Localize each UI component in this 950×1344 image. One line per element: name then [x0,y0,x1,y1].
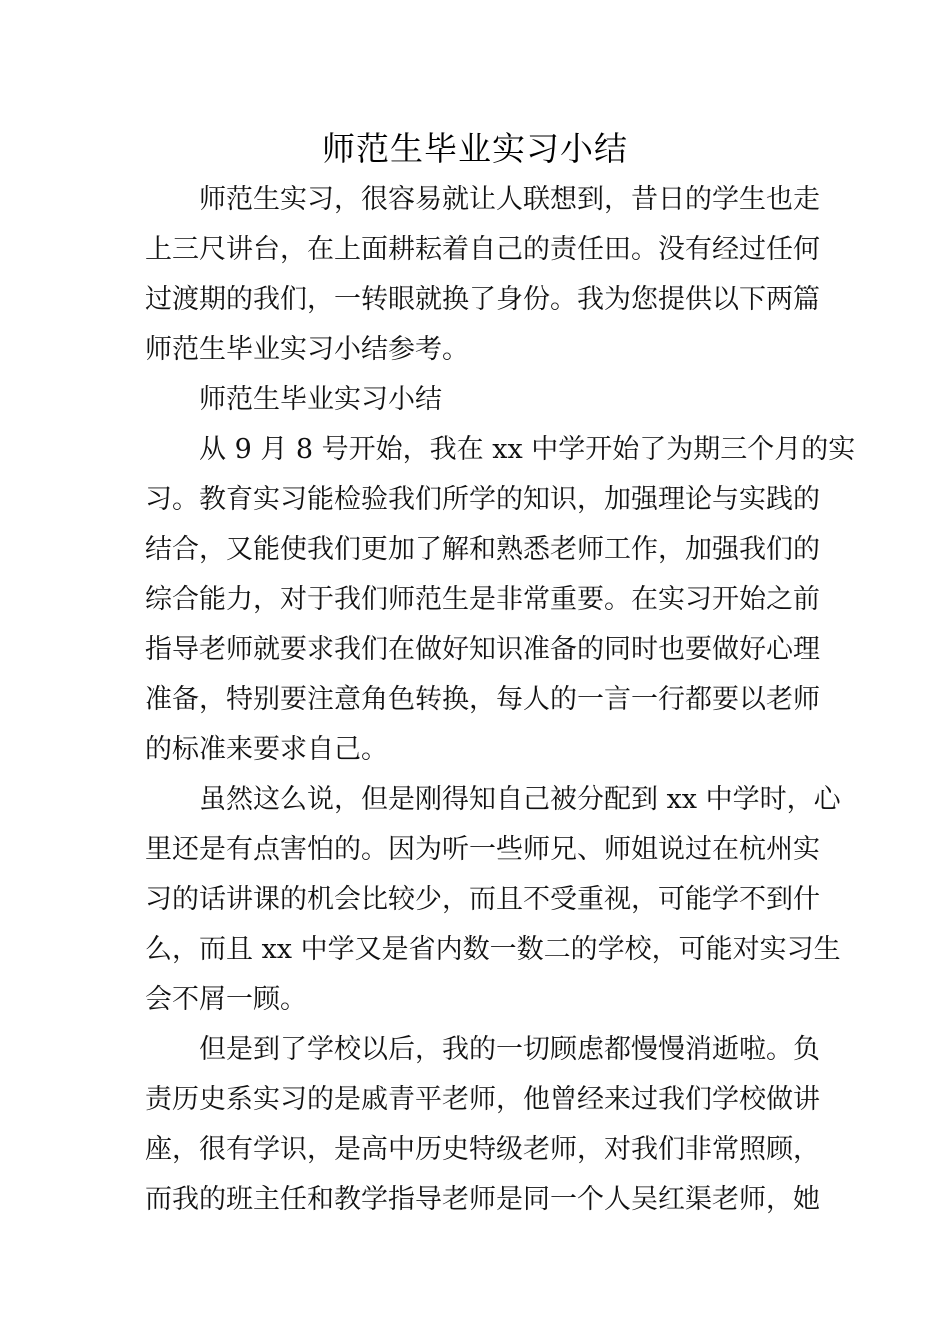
paragraph-4-line-4: 而我的班主任和教学指导老师是同一个人吴红渠老师，她 [145,1184,820,1215]
paragraph-4-line-1: 但是到了学校以后，我的一切顾虑都慢慢消逝啦。负 [199,1034,820,1065]
paragraph-2-line-1: 从 9 月 8 号开始，我在 xx 中学开始了为期三个月的实 [199,434,856,465]
paragraph-2-line-3: 结合，又能使我们更加了解和熟悉老师工作，加强我们的 [145,534,820,565]
paragraph-1-line-2: 上三尺讲台，在上面耕耘着自己的责任田。没有经过任何 [145,234,820,265]
paragraph-4-line-3: 座，很有学识，是高中历史特级老师，对我们非常照顾， [145,1134,820,1165]
document-body [145,175,856,1225]
paragraph-4-line-2: 责历史系实习的是戚青平老师，他曾经来过我们学校做讲 [145,1084,820,1115]
paragraph-2-line-7: 的标准来要求自己。 [145,734,388,765]
paragraph-1-line-4: 师范生毕业实习小结参考。 [145,334,469,365]
paragraph-1-line-1: 师范生实习，很容易就让人联想到，昔日的学生也走 [199,184,820,215]
document-title: 师范生毕业实习小结 [322,129,628,168]
paragraph-3-line-5: 会不屑一顾。 [145,984,307,1015]
paragraph-3-line-4: 么，而且 xx 中学又是省内数一数二的学校，可能对实习生 [145,934,841,965]
paragraph-3-line-3: 习的话讲课的机会比较少，而且不受重视，可能学不到什 [145,884,820,915]
section-heading: 师范生毕业实习小结 [199,384,442,415]
paragraph-2-line-5: 指导老师就要求我们在做好知识准备的同时也要做好心理 [145,634,820,665]
paragraph-2-line-2: 习。教育实习能检验我们所学的知识，加强理论与实践的 [145,484,820,515]
paragraph-3-line-1: 虽然这么说，但是刚得知自己被分配到 xx 中学时，心 [199,784,841,815]
paragraph-1-line-3: 过渡期的我们，一转眼就换了身份。我为您提供以下两篇 [145,284,820,315]
paragraph-3-line-2: 里还是有点害怕的。因为听一些师兄、师姐说过在杭州实 [145,834,820,865]
paragraph-2-line-4: 综合能力，对于我们师范生是非常重要。在实习开始之前 [145,584,820,615]
paragraph-2-line-6: 准备，特别要注意角色转换，每人的一言一行都要以老师 [145,684,820,715]
